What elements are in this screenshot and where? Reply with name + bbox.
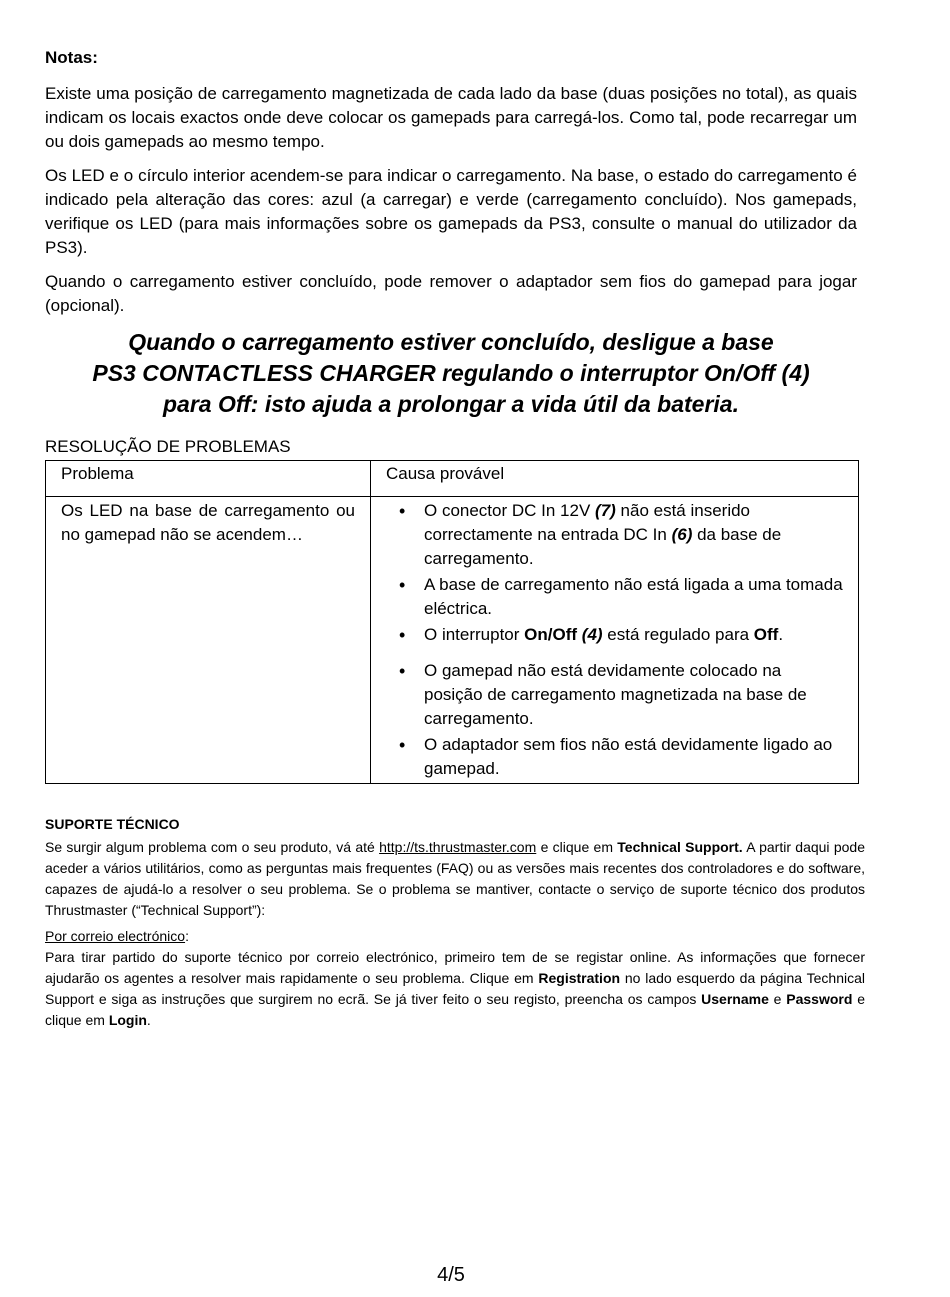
cause-item: • A base de carregamento não está ligada a uma tomada eléctrica. xyxy=(424,573,843,621)
notes-paragraph-1: Existe uma posição de carregamento magnetizada de cada lado da base (duas posições no total), as quais indicam os locais exactos onde deve colocar os gamepads para carregá-los. Como tal, pode recarregar um ou dois gamepads ao mesmo tempo. xyxy=(45,84,857,151)
troubleshooting-table xyxy=(45,460,859,784)
support-paragraph: Se surgir algum problema com o seu produto, vá até http://ts.thrustmaster.com e clique em Technical Support. A partir daqui pode aceder a vários utilitários, como as perguntas mais frequentes (FAQ) ou as versões mais recentes dos controladores e do software, capazes de ajudá-lo a resolver o seu problema. Se o problema se mantiver, contacte o serviço de suporte técnico dos produtos Thrustmaster (“Technical Support”): xyxy=(45,839,865,918)
column-header-problem: Problema xyxy=(46,461,371,497)
cause-item: • O gamepad não está devidamente colocado na posição de carregamento magnetizada na base de carregamento. xyxy=(424,659,843,731)
warning-line-1: Quando o carregamento estiver concluído, desligue a base xyxy=(128,329,774,355)
notes-paragraph-3: Quando o carregamento estiver concluído, pode remover o adaptador sem fios do gamepad para jogar (opcional). xyxy=(45,272,857,315)
table-row xyxy=(46,497,859,784)
warning-callout xyxy=(45,327,857,420)
page-number: 4/5 xyxy=(437,1264,465,1286)
email-paragraph: Para tirar partido do suporte técnico por correio electrónico, primeiro tem de se registar online. As informações que fornecer ajudarão os agentes a resolver mais rapidamente o seu problema. Clique em Registration no lado esquerdo da página Technical Support e siga as instruções que surgirem no ecrã. Se já tiver feito o seu registo, preencha os campos Username e Password e clique em Login. xyxy=(45,949,865,1028)
table-header-row xyxy=(46,461,859,497)
cause-list xyxy=(386,499,843,781)
problem-cell xyxy=(46,497,371,784)
column-header-cause: Causa provável xyxy=(371,461,859,497)
cause-item: • O conector DC In 12V (7) não está inserido correctamente na entrada DC In (6) da base de carregamento. xyxy=(424,499,843,571)
support-link[interactable]: http://ts.thrustmaster.com xyxy=(379,839,537,855)
support-heading: SUPORTE TÉCNICO xyxy=(45,816,180,832)
notes-heading: Notas: xyxy=(45,48,98,67)
troubleshooting-heading: RESOLUÇÃO DE PROBLEMAS xyxy=(45,437,291,456)
warning-line-2: PS3 CONTACTLESS CHARGER regulando o interruptor On/Off (4) xyxy=(92,360,810,386)
email-subheading: Por correio electrónico: xyxy=(45,928,189,944)
notes-paragraph-2: Os LED e o círculo interior acendem-se para indicar o carregamento. Na base, o estado do carregamento é indicado pela alteração das cores: azul (a carregar) e verde (carregamento concluído). Nos gamepads, verifique os LED (para mais informações sobre os gamepads da PS3, consulte o manual do utilizador da PS3). xyxy=(45,166,857,257)
warning-line-3: para Off: isto ajuda a prolongar a vida útil da bateria. xyxy=(163,391,739,417)
problem-text: Os LED na base de carregamento ou no gamepad não se acendem… xyxy=(61,501,355,544)
cause-cell xyxy=(371,497,859,784)
cause-item: • O interruptor On/Off (4) está regulado para Off. xyxy=(424,623,843,647)
cause-item: • O adaptador sem fios não está devidamente ligado ao gamepad. xyxy=(424,733,843,781)
